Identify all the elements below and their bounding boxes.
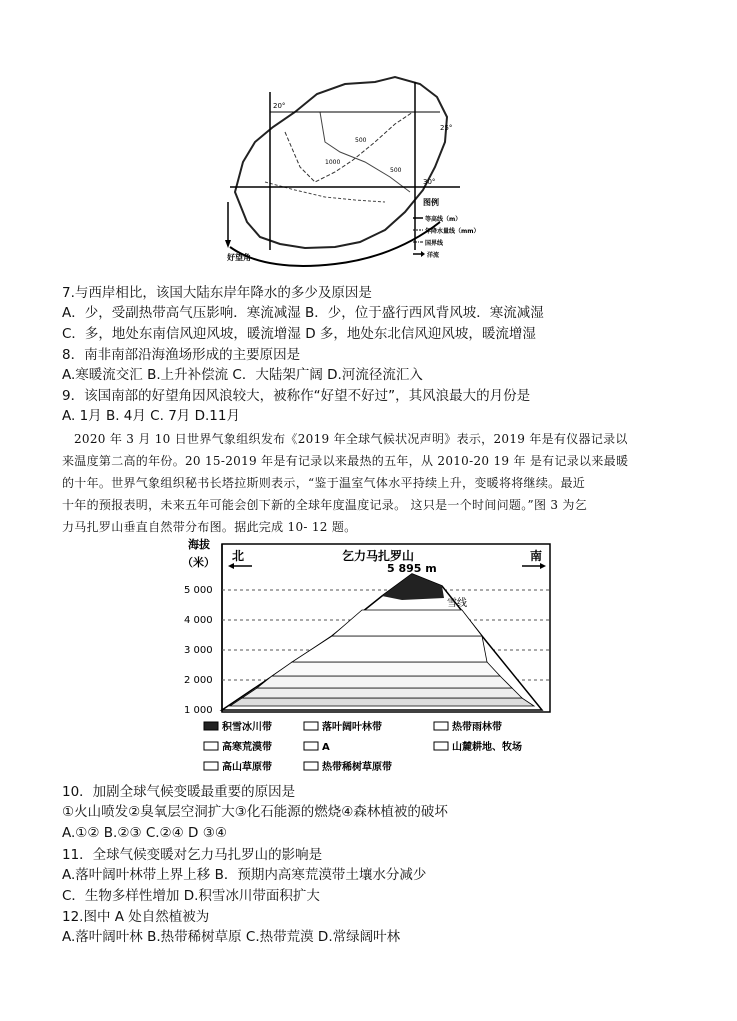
tick-label: 2 000: [184, 675, 213, 686]
q8-stem: 8．南非南部沿海渔场形成的主要原因是: [62, 347, 301, 363]
passage-line: 来温度第二高的年份。20 15-2019 年是有记录以来最热的五年，从 2010-20 19 年 是有记录以来最暖: [62, 454, 629, 468]
passage-line: 的十年。世界气象组织秘书长塔拉斯则表示，“鉴于温室气体水平持续上升，变暖将将继续。最近: [62, 476, 586, 490]
south-africa-map: [225, 72, 480, 282]
y-axis-unit: （米）: [182, 556, 215, 569]
y-axis-title: 海拔: [188, 538, 210, 551]
passage-line: 2020 年 3 月 10 日世界气象组织发布《2019 年全球气候状况声明》表示，2019 年是有仪器记录以: [74, 432, 628, 446]
q12-options: A.落叶阔叶林 B.热带稀树草原 C.热带荒漠 D.常绿阔叶林: [62, 929, 401, 945]
q7-options-cd: C．多，地处东南信风迎风坡，暖流增湿 D 多，地处东北信风迎风坡，暖流增湿: [62, 326, 536, 342]
legend-item: 高寒荒漠带: [222, 742, 272, 753]
legend-item: 等高线（m）: [425, 216, 462, 223]
tick-label: 4 000: [184, 615, 213, 626]
q10-items: ①火山喷发②臭氧层空洞扩大③化石能源的燃烧④森林植被的破坏: [62, 804, 448, 820]
q9-options: A. 1月 B. 4月 C. 7月 D.11月: [62, 408, 240, 424]
q7-options-ab: A．少，受副热带高气压影响．寒流减湿 B．少，位于盛行西风背风坡．寒流减湿: [62, 305, 544, 321]
lat-label: 30°: [423, 178, 436, 186]
legend-item: 洋流: [427, 252, 440, 259]
lat-label: 20°: [273, 102, 286, 110]
legend-item: 热带稀树草原带: [322, 762, 392, 773]
cape-label: 好望角: [227, 253, 251, 262]
peak-label: 5 895 m: [387, 562, 437, 575]
q9-stem: 9．该国南部的好望角因风浪较大，被称作“好望不好过”，其风浪最大的月份是: [62, 388, 531, 404]
q12-stem: 12.图中 A 处自然植被为: [62, 909, 210, 925]
contour-label: 500: [355, 137, 367, 144]
passage-line: 力马扎罗山垂直自然带分布图。据此完成 10- 12 题。: [62, 520, 357, 534]
tick-label: 1 000: [184, 705, 213, 716]
legend-item: A: [322, 742, 330, 753]
q11-options-ab: A.落叶阔叶林带上界上移 B．预期内高寒荒漠带土壤水分减少: [62, 867, 427, 883]
q10-stem: 10．加剧全球气候变暖最重要的原因是: [62, 784, 296, 800]
north-label: 北: [232, 549, 245, 563]
legend-item: 热带雨林带: [452, 722, 502, 733]
legend-item: 积雪冰川带: [222, 722, 272, 733]
q11-options-cd: C．生物多样性增加 D.积雪冰川带面积扩大: [62, 888, 320, 904]
legend-item: 高山草原带: [222, 762, 272, 773]
south-label: 南: [530, 549, 543, 563]
tick-label: 5 000: [184, 585, 213, 596]
legend-item: 落叶阔叶林带: [322, 722, 382, 733]
lat-label: 25°: [440, 124, 453, 132]
q8-options: A.寒暖流交汇 B.上升补偿流 C．大陆架广阔 D.河流径流汇入: [62, 367, 423, 383]
legend-title: 图例: [423, 198, 439, 207]
legend-item: 山麓耕地、牧场: [452, 742, 522, 753]
snowline-label: 雪线: [447, 598, 467, 609]
q7-stem: 7.与西岸相比，该国大陆东岸年降水的多少及原因是: [62, 285, 372, 301]
q10-options: A.①② B.②③ C.②④ D ③④: [62, 825, 227, 841]
legend-item: 年降水量线（mm）: [425, 228, 480, 235]
contour-label: 1000: [325, 159, 341, 166]
legend-item: 国界线: [425, 240, 444, 247]
tick-label: 3 000: [184, 645, 213, 656]
q11-stem: 11．全球气候变暖对乞力马扎罗山的影响是: [62, 847, 323, 863]
kilimanjaro-diagram: [182, 536, 554, 778]
mountain-name: 乞力马扎罗山: [342, 549, 415, 563]
passage-line: 十年的预报表明，未来五年可能会创下新的全球年度温度记录。 这只是一个时间问题。”图 3 为乞: [62, 498, 588, 512]
contour-label: 500: [390, 167, 402, 174]
